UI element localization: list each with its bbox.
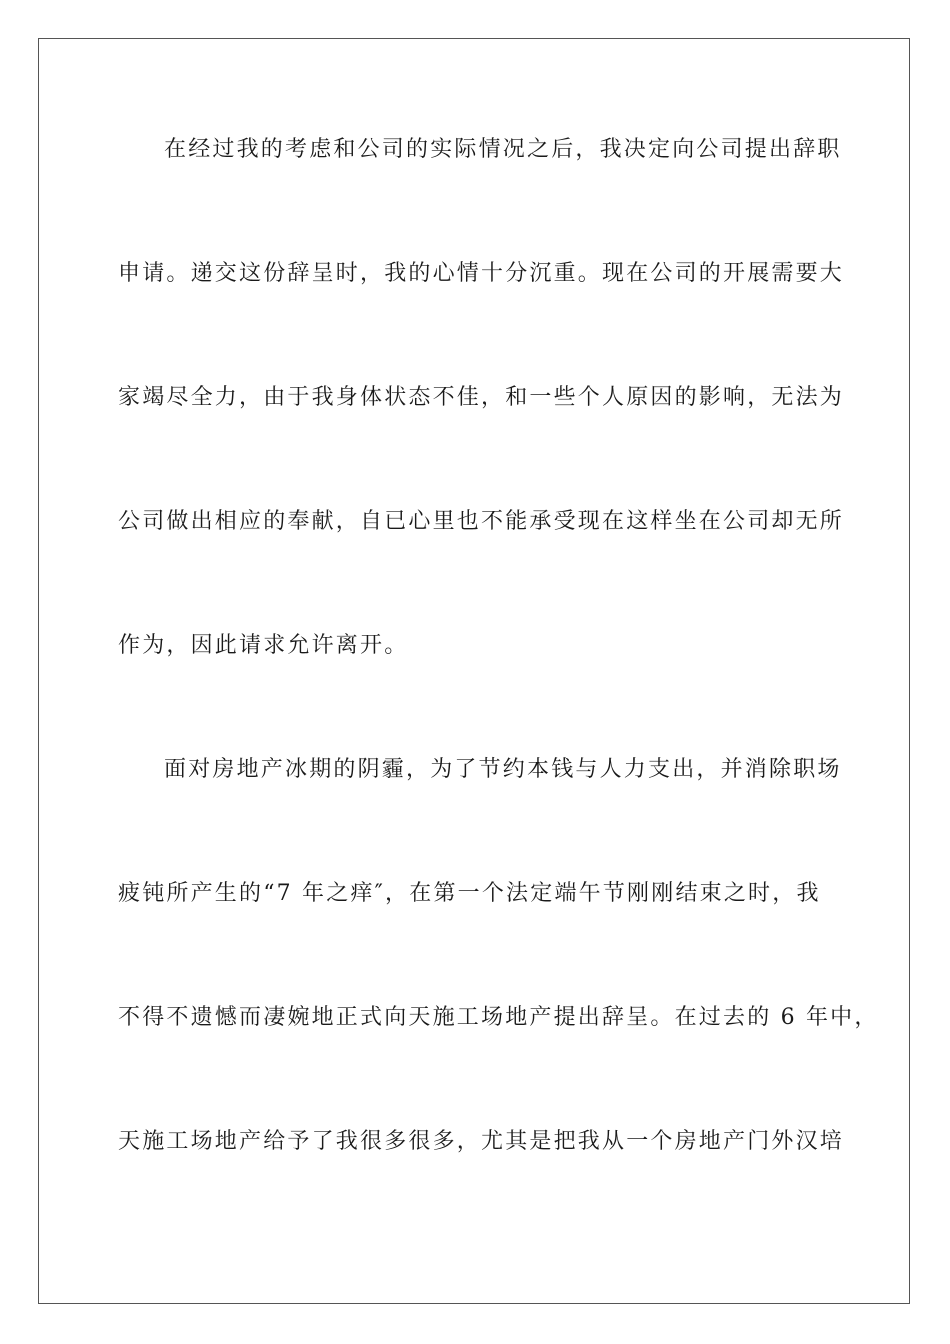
paragraph-1-line-5: 作为，因此请求允许离开。 [118,633,409,658]
paragraph-2-line-2: 疲钝所产生的“7 年之痒″，在第一个法定端午节刚刚结束之时，我 [118,881,821,906]
paragraph-1-line-4: 公司做出相应的奉献，自已心里也不能承受现在这样坐在公司却无所 [118,509,845,534]
paragraph-1-line-2: 申请。递交这份辞呈时，我的心情十分沉重。现在公司的开展需要大 [118,261,845,286]
paragraph-2-line-1: 面对房地产冰期的阴霾，为了节约本钱与人力支出，并消除职场 [164,757,842,782]
paragraph-1-line-3: 家竭尽全力，由于我身体状态不佳，和一些个人原因的影响，无法为 [118,385,845,410]
page-border [38,38,910,1304]
paragraph-2-line-3: 不得不遗憾而凄婉地正式向天施工场地产提出辞呈。在过去的 6 年中， [118,1005,879,1030]
paragraph-1-line-1: 在经过我的考虑和公司的实际情况之后，我决定向公司提出辞职 [164,137,842,162]
paragraph-2-line-4: 天施工场地产给予了我很多很多，尤其是把我从一个房地产门外汉培 [118,1129,845,1154]
